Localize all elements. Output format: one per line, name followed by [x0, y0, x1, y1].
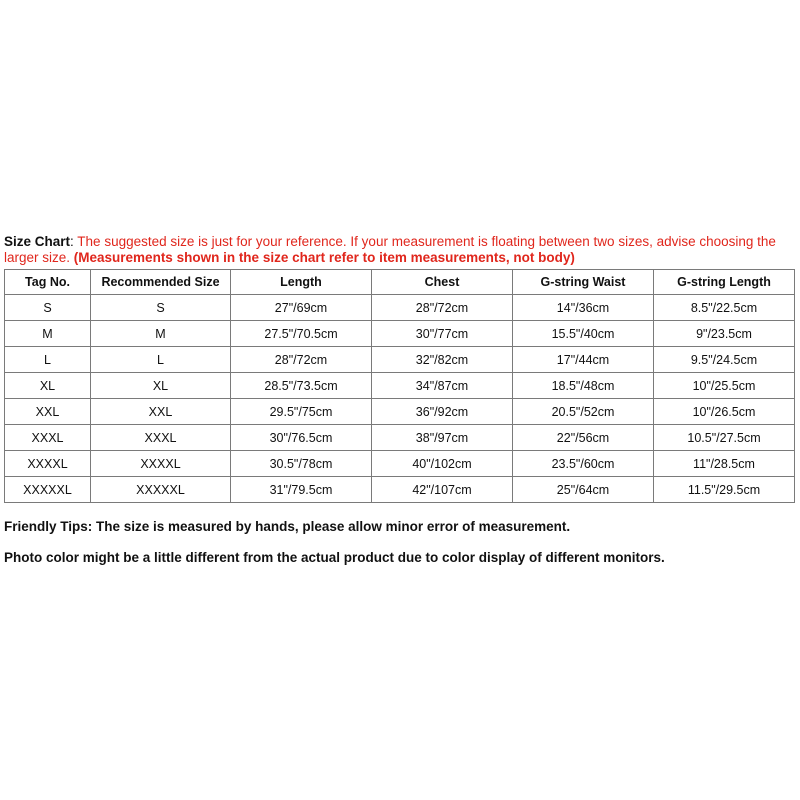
cell-recommended-size: S — [91, 295, 231, 321]
cell-gstring-waist: 23.5"/60cm — [513, 451, 654, 477]
header-tag-no: Tag No. — [5, 270, 91, 295]
cell-tag-no: XXL — [5, 399, 91, 425]
cell-chest: 28"/72cm — [372, 295, 513, 321]
cell-gstring-length: 9.5"/24.5cm — [654, 347, 795, 373]
cell-gstring-waist: 25"/64cm — [513, 477, 654, 503]
cell-tag-no: XL — [5, 373, 91, 399]
header-length: Length — [231, 270, 372, 295]
table-row — [5, 425, 795, 451]
cell-recommended-size: XXXXXL — [91, 477, 231, 503]
photo-color-note: Photo color might be a little different from the actual product due to color display of different monitors. — [4, 550, 665, 565]
cell-gstring-waist: 14"/36cm — [513, 295, 654, 321]
size-chart-intro-text: The suggested size is just for your reference. If your measurement is floating between two sizes, advise choosing the larger size. — [4, 234, 776, 265]
table-row — [5, 321, 795, 347]
cell-gstring-waist: 22"/56cm — [513, 425, 654, 451]
cell-gstring-waist: 18.5"/48cm — [513, 373, 654, 399]
table-row — [5, 451, 795, 477]
cell-recommended-size: XL — [91, 373, 231, 399]
header-gstring-waist: G-string Waist — [513, 270, 654, 295]
table-row — [5, 477, 795, 503]
size-chart-colon: : — [70, 234, 74, 249]
cell-tag-no: L — [5, 347, 91, 373]
cell-gstring-length: 11.5"/29.5cm — [654, 477, 795, 503]
cell-chest: 36"/92cm — [372, 399, 513, 425]
table-row — [5, 347, 795, 373]
cell-length: 31"/79.5cm — [231, 477, 372, 503]
table-row — [5, 399, 795, 425]
cell-length: 27"/69cm — [231, 295, 372, 321]
cell-gstring-length: 9"/23.5cm — [654, 321, 795, 347]
size-chart-intro — [4, 234, 794, 266]
size-chart-label: Size Chart — [4, 234, 71, 249]
size-table — [4, 269, 795, 503]
table-row — [5, 373, 795, 399]
cell-length: 30"/76.5cm — [231, 425, 372, 451]
cell-recommended-size: XXXXL — [91, 451, 231, 477]
cell-length: 27.5"/70.5cm — [231, 321, 372, 347]
cell-chest: 38"/97cm — [372, 425, 513, 451]
cell-gstring-waist: 20.5"/52cm — [513, 399, 654, 425]
cell-recommended-size: M — [91, 321, 231, 347]
cell-length: 28"/72cm — [231, 347, 372, 373]
cell-chest: 30"/77cm — [372, 321, 513, 347]
table-row — [5, 295, 795, 321]
header-gstring-length: G-string Length — [654, 270, 795, 295]
cell-tag-no: XXXXXL — [5, 477, 91, 503]
cell-length: 28.5"/73.5cm — [231, 373, 372, 399]
cell-gstring-length: 10"/26.5cm — [654, 399, 795, 425]
header-chest: Chest — [372, 270, 513, 295]
cell-chest: 32"/82cm — [372, 347, 513, 373]
cell-gstring-waist: 15.5"/40cm — [513, 321, 654, 347]
cell-length: 29.5"/75cm — [231, 399, 372, 425]
cell-tag-no: XXXXL — [5, 451, 91, 477]
cell-chest: 40"/102cm — [372, 451, 513, 477]
cell-gstring-length: 10.5"/27.5cm — [654, 425, 795, 451]
cell-tag-no: XXXL — [5, 425, 91, 451]
cell-recommended-size: XXXL — [91, 425, 231, 451]
cell-recommended-size: XXL — [91, 399, 231, 425]
cell-gstring-length: 10"/25.5cm — [654, 373, 795, 399]
friendly-tips: Friendly Tips: The size is measured by hands, please allow minor error of measurement. — [4, 519, 571, 534]
size-chart-measurement-note: (Measurements shown in the size chart refer to item measurements, not body) — [73, 250, 575, 265]
cell-tag-no: M — [5, 321, 91, 347]
cell-recommended-size: L — [91, 347, 231, 373]
cell-tag-no: S — [5, 295, 91, 321]
cell-length: 30.5"/78cm — [231, 451, 372, 477]
cell-gstring-waist: 17"/44cm — [513, 347, 654, 373]
header-recommended-size: Recommended Size — [91, 270, 231, 295]
cell-gstring-length: 11"/28.5cm — [654, 451, 795, 477]
cell-chest: 42"/107cm — [372, 477, 513, 503]
cell-gstring-length: 8.5"/22.5cm — [654, 295, 795, 321]
cell-chest: 34"/87cm — [372, 373, 513, 399]
table-header-row — [5, 270, 795, 295]
